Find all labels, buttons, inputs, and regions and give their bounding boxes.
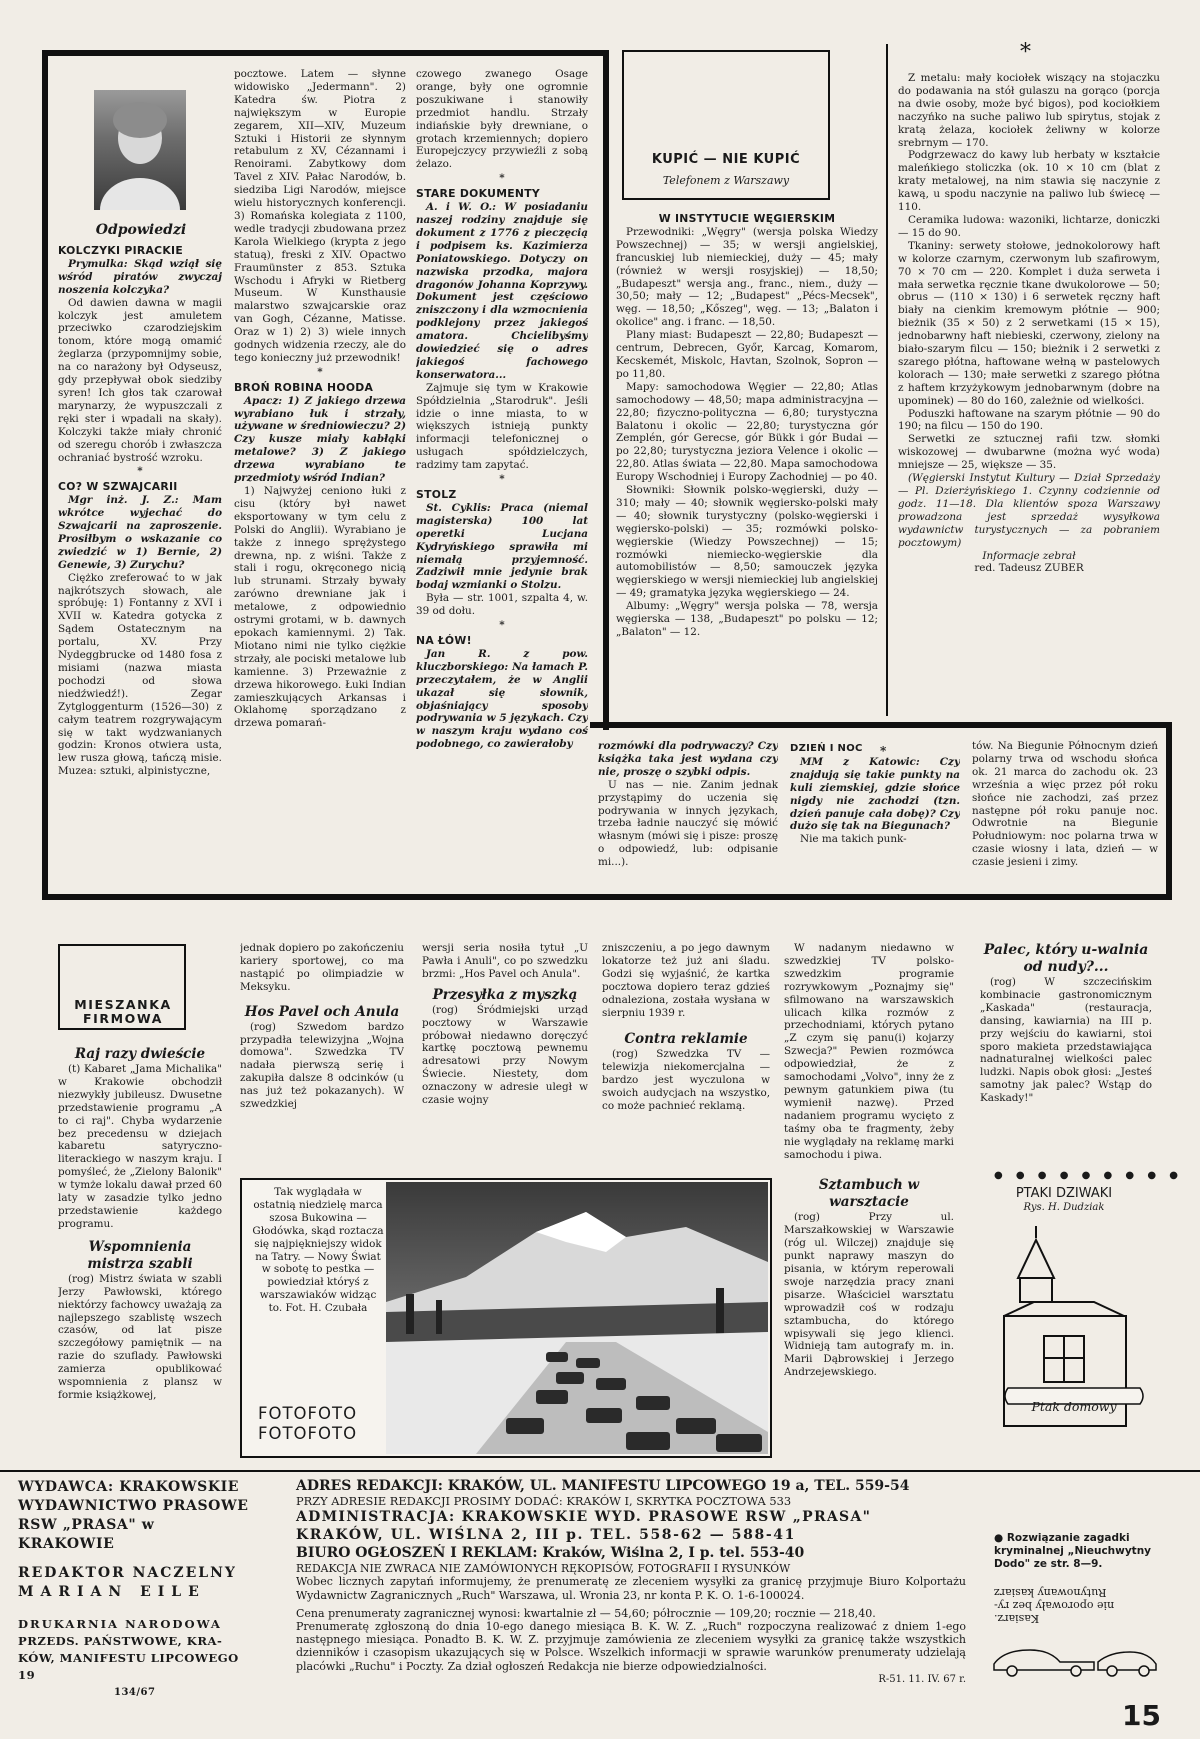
- mieszanka-paragraph: jednak dopiero po zakończeniu kariery sportowej, co ma nastąpić po olimpiadzie w Meksyku.: [240, 942, 404, 993]
- odp-col-6: [972, 740, 1158, 888]
- odp-question: Prymulka: Skąd wziął się wśród piratów zwyczaj noszenia kolczyka?: [58, 257, 222, 296]
- kupic-paragraph: (Węgierski Instytut Kultury — Dział Sprzedaży — Pl. Dzierżyńskiego 1. Czynny codziennie od godz. 11—18. Dla klientów spoza Warszawy prowadzona jest sprzedaż wysyłkowa wydawnictw turystycznych — za pobraniem pocztowym): [898, 472, 1160, 549]
- odp-heading: STOLZ: [416, 488, 457, 501]
- fotofoto-label: FOTOFOTO: [258, 1424, 358, 1443]
- winter-road-photo: [386, 1182, 768, 1454]
- odp-question: Mgr inż. J. Z.: Mam wkrótce wyjechać do Szwajcarii na zaproszenie. Prosiłbym o wskazanie co zwiedzić w 1) Bernie, 2) Genewie, 3) Zurychu?: [58, 494, 222, 571]
- odp-heading: DZIEŃ I NOC: [790, 743, 863, 754]
- publisher-block: [18, 1478, 254, 1554]
- mieszanka-heading: Sztambuch w warsztacie: [818, 1177, 920, 1211]
- printer-block: [18, 1616, 254, 1701]
- publisher-line: WYDAWCA: KRAKOWSKIE: [18, 1479, 240, 1495]
- photo-caption: [252, 1186, 384, 1376]
- mieszanka-heading: Raj razy dwieście: [74, 1046, 206, 1062]
- odpowiedzi-frame: [42, 50, 609, 56]
- kupic-paragraph: Tkaniny: serwety stołowe, jednokolorowy haft w kolorze czarnym, czerwonym lub szafirowym, 70 × 70 cm — 220. Komplet i duża serweta i mała serwetka ręcznie tkane dwukolorowe — 50; obrus — (110 × 130) i 6 serwetek ręczny haft biały na cienkim kremowym płótnie — 900; bieżnik (35 × 50) z 2 serwetkami (15 × 15), jednobarwny haft niebieski, czerwony, zielony na biało-szarym filcu — 150; bieżnik i 2 serwetki z szarego płótna, haftowane wełną w pastelowych kolorach — 130; małe serwetki z szarego płótna z haftem krzyżykowym jednobarwnym (dobre na upominek) — 80 do 160, zależnie od wielkości.: [898, 239, 1160, 407]
- printer-line: KÓW, MANIFESTU LIPCOWEGO 19: [18, 1651, 239, 1682]
- print-ref: R-51. 11. IV. 67 r.: [878, 1673, 966, 1685]
- fotofoto-label: FOTOFOTO: [258, 1404, 358, 1423]
- portrait-photo: [94, 90, 186, 210]
- cars-doodle: [990, 1640, 1162, 1680]
- publisher-line: RSW „PRASA" w KRAKOWIE: [18, 1517, 155, 1552]
- mieszanka-paragraph: (rog) Mistrz świata w szabli Jerzy Pawłowski, którego niektórzy fachowcy uważają za najlepszego szablistę wszech czasów, od lat pisze szczegółowy pamiętnik — na razie do szuflady. Pawłowski zamierza opublikować wspomnienia z plansz w formie książkowej,: [58, 1272, 222, 1401]
- odp-separator: *: [499, 619, 505, 632]
- odp-question: St. Cyklis: Praca (niemal magisterska) 100 lat operetki Lucjana Kydryńskiego sprawiła mi niemałą przyjemność. Zadziwił mnie jedynie brak bodaj wzmianki o Stolzu.: [416, 501, 588, 592]
- kupic-heading: W INSTYTUCIE WĘGIERSKIM: [658, 212, 836, 225]
- odp-answer: Ciężko zreferować to w jak najkrótszych słowach, ale spróbuję: 1) Fontanny z XVI i XVII w. Katedra gotycka z Sądem Ostatecznym na portalu, XV. Przy Nydeggbrucke od 1480 fosa z misiami (nazwa miasta pochodzi od słowa niedźwiedź!). Zegar Zytgloggenturm (1526—30) z całym teatrem rozgrywającym się w takt wydzwanianych godzin: Kronos otwiera usta, lew rusza głową, tańczą misie. Muzea: sztuki, alpinistyczne,: [58, 571, 222, 778]
- kupic-paragraph: Mapy: samochodowa Węgier — 22,80; Atlas samochodowy — 48,50; mapa administracyjna — 22,80; fizyczno-polityczna — 6,80; turystyczna Balatonu i okolic — 22,80; turystyczna gór Zemplén, gór Gerecse, gór Bükk i gór Budai — po 22,80; turystyczna jeziora Velence i okolic — 22,80. Atlas świata — 22,80. Mapa samochodowa Europy Wschodniej i Europy Zachodniej — po 40.: [616, 380, 878, 484]
- solution-note: ● Rozwiązanie zagadki kryminalnej „Nieuchwytny Dodo" ze str. 8—9.: [994, 1532, 1152, 1570]
- odp-question: Apacz: 1) Z jakiego drzewa wyrabiano łuk i strzały, używane w średniowieczu? 2) Czy kusze miały kabłąki metalowe? 3) Z jakiego drzewa wyrabiano te przedmioty wśród Indian?: [234, 394, 406, 485]
- odp-separator: *: [317, 365, 323, 378]
- address-line: PRZY ADRESIE REDAKCJI PROSIMY DODAĆ: KRAKÓW I, SKRYTKA POCZTOWA 533: [296, 1494, 792, 1508]
- odpowiedzi-frame-right-top: [603, 50, 609, 730]
- odp-question: MM z Katowic: Czy znajdują się takie punkty na kuli ziemskiej, gdzie słońce nigdy nie zachodzi (tzn. dzień panuje cała dobę)? Czy dużo się tak na Biegunach?: [790, 755, 960, 833]
- mieszanka-heading: Contra reklamie: [624, 1031, 748, 1048]
- odp-col-5: [790, 740, 960, 888]
- address-line: BIURO OGŁOSZEŃ I REKLAM: Kraków, Wiślna 2, I p. tel. 553-40: [296, 1545, 805, 1562]
- odp-answer: U nas — nie. Zanim jednak przystąpimy do uczenia się podrywania w innych językach, trzeba ładnie nauczyć się mówić własnym (mówi się i pisze: proszę o odpowiedź, lub: odpisanie mi...).: [598, 778, 778, 869]
- mieszanka-paragraph: (rog) Przy ul. Marszałkowskiej w Warszawie (róg ul. Wilczej) znajduje się punkt naprawy maszyn do pisania, w którym reperowali swoje narzędzia pracy znani pisarze. Właściciel warsztatu wprowadził coś w rodzaju sztambucha, do którego wpisywali się jego klienci. Widnieją tam autografy m. in. Marii Dąbrowskiej i Jerzego Andrzejewskiego.: [784, 1211, 954, 1379]
- mieszanka-heading: Przesyłka z myszką: [432, 986, 578, 1003]
- odp-answer: tów. Na Biegunie Północnym dzień polarny trwa od wschodu słońca ok. 21 marca do zachodu ok. 23 września a więc przez pół roku słońce nie zachodzi, zaś przez następne pół roku panuje noc. Odwrotnie na Biegunie Południowym: noc polarna trwa w czasie wiosny i lata, dzień — w czasie jesieni i zimy.: [972, 740, 1158, 869]
- odp-answer: Była — str. 1001, szpalta 4, w. 39 od dołu.: [416, 592, 588, 618]
- odp-question: A. i W. O.: W posiadaniu naszej rodziny znajduje się dokument z 1776 z pieczęcią i podpisem ks. Kazimierza Poniatowskiego. Dotyczy on nazwiska przodka, majora dragonów Johanna Koprzywy. Dokument jest częściowo zniszczony i dla wzmocnienia podklejony przez jakiegoś amatora. Chcielibyśmy dowiedzieć się o adres jakiegoś fachowego konserwatora...: [416, 201, 588, 381]
- odp-heading: NA ŁÓW!: [416, 633, 472, 647]
- kupic-subtitle: Telefonem z Warszawy: [662, 174, 790, 187]
- kupic-paragraph: Plany miast: Budapeszt — 22,80; Budapeszt — centrum, Debrecen, Győr, Karcag, Komarom, Kecskemét, Miskolc, Havtan, Szolnok, Sopron — po 11,80.: [616, 329, 878, 380]
- dots-row: ● ● ● ● ● ● ● ● ●: [994, 1170, 1183, 1181]
- editor-line: REDAKTOR NACZELNY: [18, 1565, 237, 1581]
- mieszanka-paragraph: wersji seria nosiła tytuł „U Pawła i Anuli", co po szwedzku brzmi: „Hos Pavel och Anula".: [422, 942, 588, 980]
- photo-caption-text: Tak wyglądała w ostatnią niedzielę marca szosa Bukowina — Głodówka, skąd roztacza się najpiękniejszy widok na Tatry. — Nowy Świat w sobotę to pestka — powiedział któryś z warszawiaków widząc to. Fot. H. Czubała: [252, 1186, 384, 1315]
- odp-answer: 1) Najwyżej ceniono łuki z cisu (który był nawet eksportowany w tym celu z Polski do Anglii). Wyrabiano je także z innego sprężystego drewna, np. z wiśni. Także z stali i rogu, okręconego nicią lub strunami. Strzały bywały zarówno drewniane jak i metalowe, z odpowiednio ostrymi grotami, w b. dawnych epokach kamiennymi. 2) Tak. Miotano nimi nie tylko ciężkie strzały, ale pociski metalowe lub kamienne. 3) Przeważnie z drzewa hikorowego. Łuki Indian zamieszkujących Arkansas i Oklahomę sporządzano z drzewa pomarań-: [234, 485, 406, 730]
- address-block: [296, 1478, 966, 1686]
- odpowiedzi-frame-left: [42, 50, 48, 900]
- mieszanka-col-1: [58, 1046, 222, 1456]
- odp-heading: BROŃ ROBINA HOODA: [234, 380, 374, 394]
- odp-col-3: [416, 68, 588, 888]
- kupic-signature: Informacje zebrał: [982, 549, 1076, 562]
- address-line: Wobec licznych zapytań informujemy, że prenumeratę ze zleceniem wysyłki za granicę przyjmuje Biuro Kolportażu Wydawnictw Zagranicznych „Ruch" Warszawa, ul. Wronia 23, nr konta P. K. O. 1-6-100024.: [296, 1575, 966, 1602]
- kupic-paragraph: Słowniki: Słownik polsko-węgierski, duży — 310; mały — 40; słownik węgiersko-polski mały — 40; słownik turystyczny (polsko-węgierski i węgiersko-polski) — 35; rozmówki polsko-węgierskie (Wiedzy Powszechnej) — 15; rozmówki niemiecko-węgierskie dla automobilistów — 8,50; samouczek języka węgierskiego w wersji niemieckiej lub angielskiej — 49; gramatyka języka węgierskiego — 24.: [616, 484, 878, 600]
- footer-rule: [0, 1470, 1200, 1472]
- odp-col-1: [58, 242, 222, 888]
- odp-separator: *: [499, 473, 505, 486]
- kupic-paragraph: Przewodniki: „Węgry" (wersja polska Wiedzy Powszechnej) — 35; w wersji angielskiej, francuskiej lub niemieckiej, duży — 45; mały (również w wersji rosyjskiej) — 18,50; „Budapeszt" wersja ang., franc., niem., duży — 30,50; mały — 12; „Budapest" „Pécs-Mecsek", węg. — 18,50; „Kőszeg", węg. — 13; „Balaton i okolice" ang. i franc. — 18,50.: [616, 225, 878, 329]
- address-line: ADRES REDAKCJI: KRAKÓW, UL. MANIFESTU LIPCOWEGO 19 a, TEL. 559-54: [296, 1478, 910, 1494]
- kupic-title-box: [622, 50, 830, 200]
- odp-separator: *: [880, 744, 887, 758]
- mieszanka-col-2: [240, 942, 404, 1172]
- kupic-paragraph: Poduszki haftowane na szarym płótnie — 90 do 190; na filcu — 150 do 190.: [898, 407, 1160, 433]
- page-number: 15: [1122, 1699, 1161, 1732]
- printer-line: DRUKARNIA NARODOWA: [18, 1617, 222, 1631]
- tatra-mountains-image: [386, 1182, 768, 1454]
- mieszanka-paragraph: (rog) W szczecińskim kombinacie gastronomicznym „Kaskada" (restauracja, dansing, kawiarnia) na III p. przy wejściu do kawiarni, stoi sporo makieta przedstawiająca nadnaturalnej wielkości palec ludzki. Napis obok głosi: „Jesteś samotny jak palec? Wstąp do Kaskady!": [980, 976, 1152, 1105]
- printer-line: PRZEDS. PAŃSTWOWE, KRA-: [18, 1634, 223, 1648]
- birdhouse-drawing: [994, 1218, 1154, 1458]
- odpowiedzi-frame-mid: [590, 722, 1172, 728]
- odp-heading: KOLCZYKI PIRACKIE: [58, 244, 184, 257]
- odp-answer: Zajmuje się tym w Krakowie Spółdzielnia „Starodruk". Jeśli idzie o inne miasta, to w większych istnieją punkty informacji telefonicznej o usługach spółdzielczych, radzimy tam zapytać.: [416, 381, 588, 472]
- birdhouse-cartoon: [994, 1218, 1154, 1458]
- publisher-line: WYDAWNICTWO PRASOWE: [18, 1498, 249, 1514]
- odp-separator: *: [137, 465, 143, 478]
- mieszanka-col-3: [422, 942, 588, 1172]
- mieszanka-heading: Palec, który u-walnia od nudy?...: [983, 942, 1149, 975]
- kupic-paragraph: Z metalu: mały kociołek wiszący na stojaczku do podawania na stół gulaszu na gorąco (porcja na dwie osoby, może być bigos), pod kociołkiem naczyńko na suche paliwo lub spirytus, stojak z kratą żelaza, kociołek żeliwny w kolorze srebrnym — 170.: [898, 72, 1160, 149]
- address-line: ADMINISTRACJA: KRAKOWSKIE WYD. PRASOWE RSW „PRASA": [296, 1509, 872, 1526]
- kupic-paragraph: Ceramika ludowa: wazoniki, lichtarze, doniczki — 15 do 90.: [898, 213, 1160, 239]
- mieszanka-paragraph: W nadanym niedawno w szwedzkiej TV polsko-szwedzkim programie rozrywkowym „Poznajmy się" sfilmowano na warszawskich ulicach kilka rozmów z przechodniami, których pytano „Z czym się panu(i) kojarzy Szwecja?" Pewien rozmówca odpowiedział, że z samochodami „Volvo", inny że z pewnym gatunkiem piwa (tu wymienił nazwę). Przed nadaniem programu wycięto z taśmy oba te fragmenty, żeby nie wyglądały na reklamę marki samochodu i piwa.: [784, 942, 954, 1161]
- mieszanka-col-6: [980, 942, 1152, 1118]
- car-icon: [990, 1640, 1162, 1680]
- upside-down-answer: [994, 1586, 1158, 1625]
- mieszanka-paragraph: (t) Kabaret „Jama Michalika" w Krakowie obchodził niezwykły jubileusz. Dwusetne przedstawienie programu „A to ci raj". Chyba wydarzenie bez precedensu w dziejach kabaretu satyryczno-literackiego w naszym kraju. I pomyśleć, że „Zielony Balonik" w tymże lokalu dawał przed 60 laty w zasadzie tylko jedno przedstawienie każdego programu.: [58, 1063, 222, 1230]
- mieszanka-paragraph: zniszczeniu, a po jego dawnym lokatorze też już ani śladu. Godzi się wyjaśnić, że kartka pocztowa dopiero teraz gdzieś odnaleziona, została wysłana w sierpniu 1939 r.: [602, 942, 770, 1019]
- odp-heading: CO? W SZWAJCARII: [58, 480, 178, 494]
- upside-down-line: Rutynowany kasiarz: [994, 1586, 1107, 1599]
- odpowiedzi-frame-right: [1166, 722, 1172, 900]
- ptaki-author: Rys. H. Dudziak: [1023, 1202, 1105, 1213]
- kupic-paragraph: Podgrzewacz do kawy lub herbaty w kształcie maleńkiego stoliczka (ok. 10 × 10 cm (blat z kraty metalowej, na nim stawia się naczynie z kawą, u spodu naczynie na paliwo lub świecę — 110.: [898, 149, 1160, 214]
- kupic-paragraph: Albumy: „Węgry" wersja polska — 78, wersja węgierska — 138, „Budapeszt" po polsku — 12; „Balaton" — 12.: [616, 600, 878, 638]
- address-line: Cena prenumeraty zagranicznej wynosi: kwartalnie zł — 54,60; półrocznie — 109,20; rocznie — 218,40.: [296, 1606, 876, 1620]
- odp-col-4: [598, 740, 778, 888]
- issue-number: 134/67: [114, 1687, 156, 1698]
- kupic-col-1: [616, 210, 878, 718]
- odpowiedzi-title: Odpowiedzi: [95, 222, 187, 238]
- odp-answer: Nie ma takich punk-: [800, 833, 907, 846]
- mieszanka-paragraph: (rog) Szwedzka TV — telewizja niekomercjalna — bardzo jest wyczulona w swoich audycjach na wszystko, co może pachnieć reklamą.: [602, 1048, 770, 1113]
- mieszanka-title: MIESZANKA FIRMOWA: [74, 997, 172, 1026]
- address-line: REDAKCJA NIE ZWRACA NIE ZAMÓWIONYCH RĘKOPISÓW, FOTOGRAFII I RYSUNKÓW: [296, 1562, 791, 1576]
- upside-down-line: Kasiarz.: [994, 1612, 1040, 1625]
- odp-separator: *: [499, 172, 505, 185]
- mieszanka-title-box: [58, 944, 186, 1030]
- mieszanka-col-4: [602, 942, 770, 1172]
- upside-down-line: nie oporowały bez ry-: [994, 1599, 1115, 1612]
- kupic-paragraph: Serwetki ze sztucznej rafii tzw. słomki wiskozowej — dwubarwne (można wyć woda) mniejsze — 25, większe — 35.: [898, 433, 1160, 472]
- odp-answer: Od dawien dawna w magii kolczyk jest amuletem przeciwko czarodziejskim tonom, które mogą omamić żeglarza (przypomnijmy sobie, na co narażony był Odyseusz, gdy przepływał obok siedziby syren! Ich głos tak czarował marynarzy, że wypuszczali z ręki ster i wpadali na skały). Kolczyki także miały chronić od szeregu chorób i zwłaszcza ochraniać bystrość wzroku.: [58, 296, 222, 464]
- address-line: KRAKÓW, UL. WIŚLNA 2, III p. TEL. 558-62 — 588-41: [296, 1527, 796, 1544]
- editor-line: MARIAN EILE: [18, 1584, 206, 1600]
- address-line: Prenumeratę zgłoszoną do dnia 10-ego danego miesiąca B. K. W. Z. „Ruch" rozpoczyna realizować z dniem 1-ego następnego miesiąca. Ponadto B. K. W. Z. przyjmuje zamówienia ze zleceniem wysyłki za granicę także wszystkich dzienników i czasopism ukazujących się w Polsce. Wszelkich informacji w sprawie warunków prenumeraty udzielają placówki „Ruchu" i Poczty. Za dział ogłoszeń Redakcja nie bierze odpowiedzialności.: [296, 1620, 966, 1673]
- odp-answer: czowego zwanego Osage orange, były one ogromnie poszukiwane i stanowiły przedmiot handlu. Strzały indiańskie były drewniane, o grotach krzemiennych; dopiero Europejczycy przywieźli z sobą żelazo.: [416, 68, 588, 171]
- kupic-title: KUPIĆ — NIE KUPIĆ: [651, 152, 801, 167]
- editor-block: [18, 1564, 254, 1602]
- odp-question: Jan R. z pow. kluczborskiego: Na łamach P. przeczytałem, że w Anglii ukazał się słownik, objaśniający sposoby podrywania w 5 językach. Czy w naszym kraju wydano coś podobnego, co zawierałoby: [416, 647, 588, 751]
- mieszanka-paragraph: (rog) Śródmiejski urząd pocztowy w Warszawie próbował niedawno doręczyć kartkę pocztową pewnemu adresatowi przy Nowym Świecie. Niestety, dom oznaczony w adresie uległ w czasie wojny: [422, 1003, 588, 1107]
- mieszanka-heading: Wspomnienia mistrza szabli: [87, 1238, 193, 1272]
- kupic-separator: *: [1020, 40, 1031, 65]
- kupic-signature: red. Tadeusz ZUBER: [974, 562, 1084, 575]
- odp-heading: STARE DOKUMENTY: [416, 187, 541, 201]
- odp-answer: pocztowe. Latem — słynne widowisko „Jedermann". 2) Katedra św. Piotra z największym w Europie zegarem, XII—XIV, Muzeum Sztuki i Historii ze słynnym retabulum z XV, Cézannami i Renoirami. Zabytkowy dom Tavel z XIV. Pałac Narodów, b. siedziba Ligi Narodów, miejsce wielu historycznych konferencji. 3) Romańska kolegiata z 1100, wedle tradycji zbudowana przez Karola Wielkiego (krypta z jego statuą), freski z XIV. Opactwo Fraumünster z 853. Sztuka Wschodu i Afryki w Rietberg Museum. W Kunsthausie malarstwo szwajcarskie oraz van Gogh, Cézanne, Matisse. Oraz w 1) 2) 3) wiele innych godnych widzenia rzeczy, ale do tego konieczny już przewodnik!: [234, 68, 406, 364]
- kupic-divider: [886, 44, 888, 716]
- odp-question: rozmówki dla podrywaczy? Czy książka taka jest wydana czy nie, proszę o szybki odpis.: [598, 740, 778, 778]
- ptaki-title: PTAKI DZIWAKI: [1015, 1186, 1113, 1201]
- odp-col-2: [234, 68, 406, 888]
- ptak-sign: Ptak domowy: [1031, 1399, 1117, 1414]
- odpowiedzi-frame-bottom: [42, 894, 1172, 900]
- mieszanka-heading: Hos Pavel och Anula: [244, 1003, 400, 1020]
- mieszanka-paragraph: (rog) Szwedom bardzo przypadła telewizyjna „Wojna domowa". Szwedzka TV nadała pierwszą serię i zakupiła dalsze 8 odcinków (u nas już też pokazanych). W szwedzkiej: [240, 1020, 404, 1111]
- mieszanka-col-5: [784, 942, 954, 1458]
- kupic-col-2: [898, 72, 1160, 712]
- portrait-image: [94, 90, 186, 210]
